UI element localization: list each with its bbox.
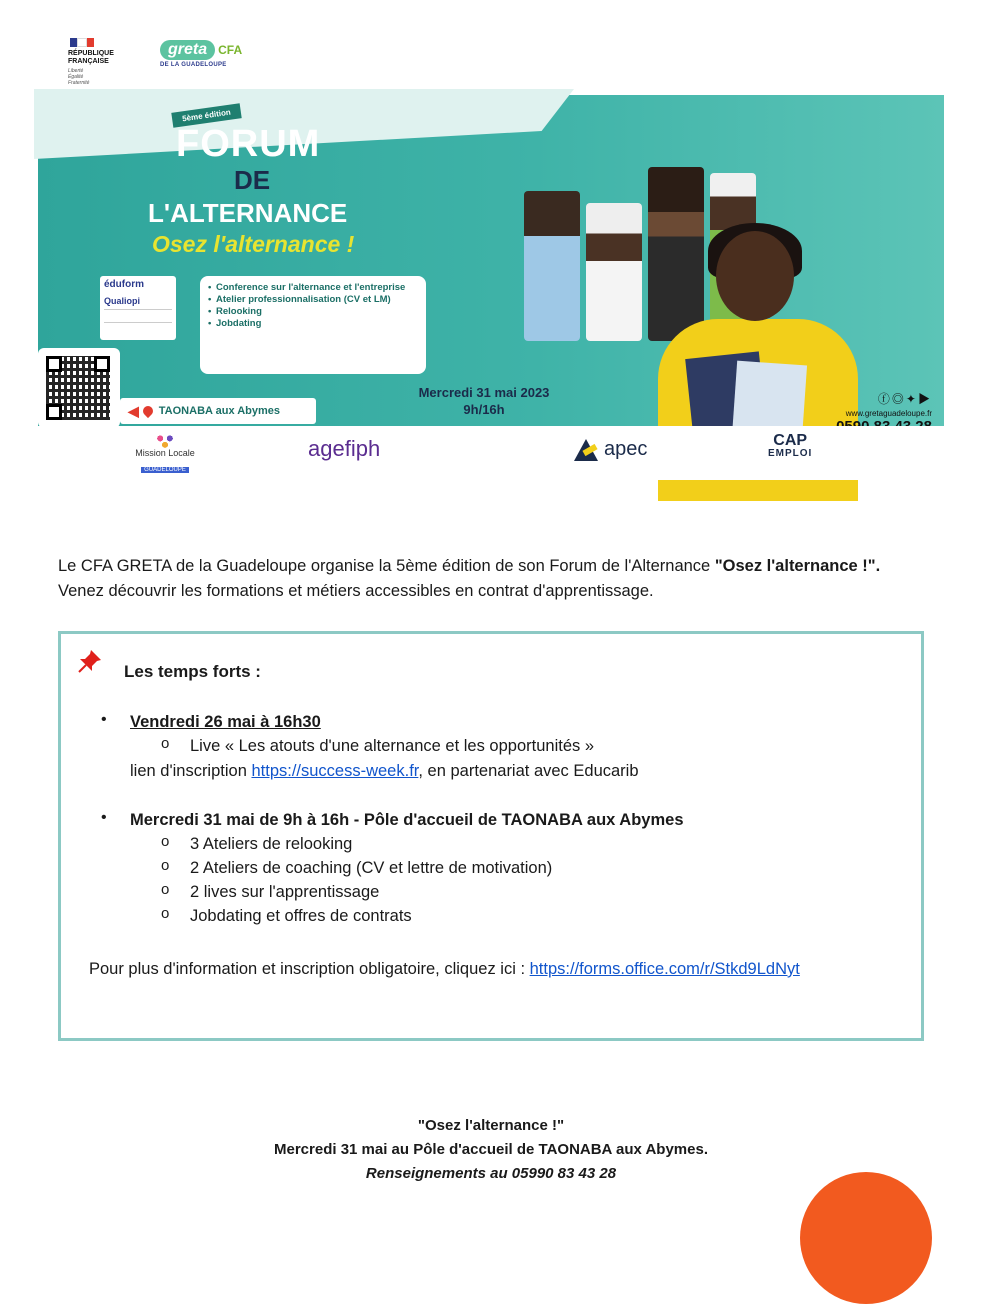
banner-title-alternance: L'ALTERNANCE (148, 198, 348, 228)
forum-banner (38, 22, 944, 480)
facebook-icon[interactable]: ⓕ (877, 392, 892, 406)
photo-nurse (524, 191, 580, 341)
agefiph-logo: agefiph (308, 436, 381, 461)
banner-title-forum: FORUM (176, 123, 321, 165)
list-item: Jobdating et offres de contrats (190, 907, 412, 925)
success-week-link[interactable]: https://success-week.fr (251, 762, 419, 780)
mission-locale-logo: Mission Locale GUADELOUPE (134, 432, 196, 476)
pushpin-icon (77, 648, 103, 674)
apec-logo: apec (574, 438, 647, 461)
instagram-icon[interactable]: ◎ (891, 392, 906, 406)
banner-program-list (200, 276, 426, 374)
more-info-line: Pour plus d'information et inscription obligatoire, cliquez ici : https://forms.office.com/r/Stkd9LdNyt (89, 960, 800, 978)
banner-slogan: Osez l'alternance ! (152, 231, 355, 257)
social-icons (812, 390, 932, 407)
banner-teal-background (38, 95, 944, 429)
list-item: • Jobdating (208, 318, 418, 330)
event-date: Mercredi 31 mai 2023 9h/16h (418, 385, 550, 417)
french-flag-icon (70, 38, 94, 47)
greta-cfa-logo: greta CFA DE LA GUADELOUPE (160, 41, 243, 68)
banner-title-de: DE (234, 165, 271, 195)
event-1-registration: lien d'inscription https://success-week.fr, en partenariat avec Educarib (130, 762, 639, 780)
registration-form-link[interactable]: https://forms.office.com/r/Stkd9LdNyt (529, 960, 800, 978)
youtube-icon[interactable]: ▶ (917, 392, 932, 406)
list-item: 2 Ateliers de coaching (CV et lettre de motivation) (190, 859, 553, 877)
list-item: • Conference sur l'alternance et l'entreprise (208, 282, 418, 294)
map-pin-icon (141, 404, 155, 418)
republique-francaise-logo: RÉPUBLIQUE FRANÇAISE Liberté Égalité Fraternité (68, 38, 138, 86)
arrow-left-icon: ◀ (128, 402, 139, 419)
location-label: ◀ TAONABA aux Abymes (120, 398, 316, 424)
event-2-title: Mercredi 31 mai de 9h à 16h - Pôle d'accueil de TAONABA aux Abymes (130, 811, 684, 829)
apec-mark-icon (574, 439, 598, 461)
highlights-box: Les temps forts : • Vendredi 26 mai à 16h30 o Live « Les atouts d'une alternance et les opportunités » lien d'inscription https://success-week.fr, en partenariat avec Educarib • Mercredi 31 mai de 9h à 16h - Pôle d'accueil de TAONABA aux Abymes o 3 Ateliers de relooking o 2 Ateliers de coaching (CV et lettre de motivation) o 2 lives sur l'apprentissage o Jobdating et offres de contrats Pour plus d'information et inscription obligatoire, cliquez ici : https://forms.office.com/r/Stkd9LdNyt (58, 631, 924, 1041)
greta-wordmark: greta (160, 40, 215, 60)
event-1-live: Live « Les atouts d'une alternance et les opportunités » (190, 737, 595, 755)
list-item: 3 Ateliers de relooking (190, 835, 353, 853)
intro-paragraph: Le CFA GRETA de la Guadeloupe organise la 5ème édition de son Forum de l'Alternance "Osez l'alternance !". Venez découvrir les formations et métiers accessibles en contrat d'apprentissage. (58, 557, 881, 600)
footer-summary: "Osez l'alternance !" Mercredi 31 mai au Pôle d'accueil de TAONABA aux Abymes. Renseignements au 05990 83 43 28 (274, 1117, 708, 1182)
qr-code[interactable] (38, 348, 120, 428)
list-item: • Relooking (208, 306, 418, 318)
website-link[interactable]: www.gretaguadeloupe.fr (845, 409, 932, 418)
edition-badge: 5ème édition (171, 103, 241, 127)
list-item: 2 lives sur l'apprentissage (190, 883, 380, 901)
event-1-title: Vendredi 26 mai à 16h30 (130, 713, 321, 731)
orange-circle-decoration (800, 1172, 932, 1304)
partner-logos (38, 426, 944, 480)
certification-logos: éduform Qualiopi (100, 276, 176, 340)
twitter-icon[interactable]: ✦ (905, 392, 918, 406)
photo-chef (586, 203, 642, 341)
highlights-title: Les temps forts : (124, 662, 261, 681)
list-item: • Atelier professionnalisation (CV et LM) (208, 294, 418, 306)
cap-emploi-logo: CAP EMPLOI (768, 432, 813, 459)
